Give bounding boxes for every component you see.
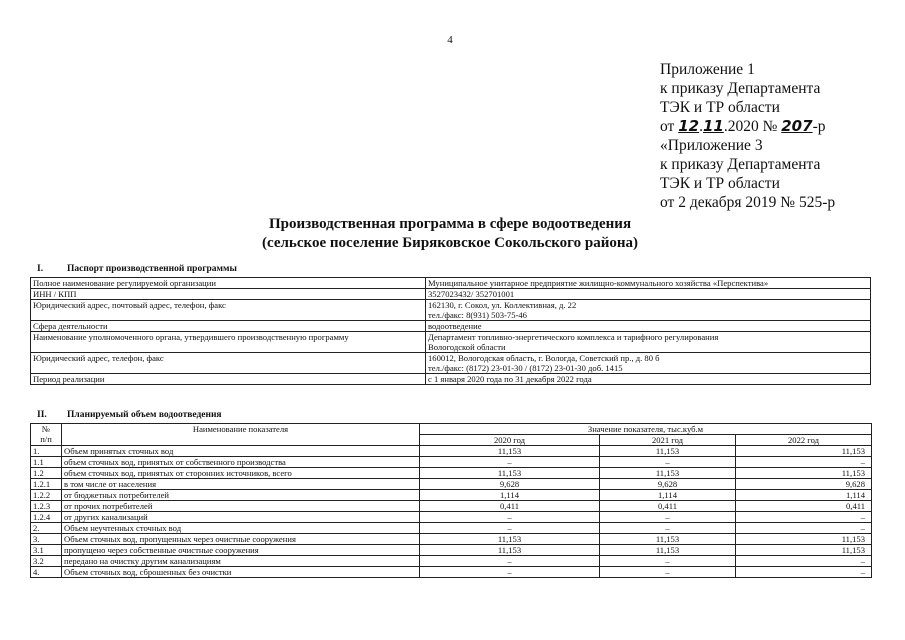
row-value: 1,114 [420, 490, 600, 501]
row-value: – [736, 457, 872, 468]
passport-row [31, 278, 871, 289]
appendix-block [660, 60, 900, 212]
row-value: 11,153 [420, 534, 600, 545]
row-value: – [736, 556, 872, 567]
row-value: 11,153 [736, 534, 872, 545]
row-value: 11,153 [600, 446, 736, 457]
appendix-line: ТЭК и ТР области [660, 99, 780, 116]
row-indicator-name: от других канализаций [62, 512, 420, 523]
handwritten-month: 11 [702, 117, 724, 135]
row-value: 11,153 [600, 545, 736, 556]
row-number: 1.2.1 [31, 479, 62, 490]
row-value: 11,153 [600, 468, 736, 479]
row-number: 4. [31, 567, 62, 578]
row-value: – [600, 567, 736, 578]
passport-row [31, 374, 871, 385]
date-prefix: от [660, 118, 675, 135]
row-value: – [736, 512, 872, 523]
row-indicator-name: Объем принятых сточных вод [62, 446, 420, 457]
order-suffix: -р [812, 118, 826, 135]
row-value: 11,153 [600, 534, 736, 545]
table-row [31, 545, 872, 556]
appendix-date-line: от 12.11.2020 № 207-р [660, 117, 826, 135]
passport-key: Период реализации [31, 374, 426, 385]
row-indicator-name: в том числе от населения [62, 479, 420, 490]
row-number: 1.2.4 [31, 512, 62, 523]
appendix-line: к приказу Департамента [660, 80, 821, 97]
passport-key: ИНН / КПП [31, 289, 426, 300]
row-value: – [600, 512, 736, 523]
date-year: .2020 № [723, 118, 778, 135]
appendix-line: от 2 декабря 2019 № 525-р [660, 194, 836, 211]
row-number: 2. [31, 523, 62, 534]
row-value: – [420, 457, 600, 468]
row-value: – [736, 523, 872, 534]
row-value: – [600, 457, 736, 468]
handwritten-order-number: 207 [781, 117, 813, 135]
section-1-heading: I. Паспорт производственной программы [37, 264, 237, 274]
row-number: 1.2.2 [31, 490, 62, 501]
header-year: 2020 год [420, 435, 600, 446]
header-value: Значение показателя, тыс.куб.м [420, 424, 872, 435]
table-row [31, 479, 872, 490]
row-value: – [420, 523, 600, 534]
table-row [31, 523, 872, 534]
row-value: – [420, 556, 600, 567]
passport-value: Муниципальное унитарное предприятие жилищно-коммунального хозяйства «Перспектива» [426, 278, 871, 289]
row-indicator-name: Объем неучтенных сточных вод [62, 523, 420, 534]
row-value: 11,153 [420, 545, 600, 556]
passport-value: 162130, г. Сокол, ул. Коллективная, д. 22 тел./факс: 8(931) 503-75-46 [426, 300, 871, 321]
passport-value: с 1 января 2020 года по 31 декабря 2022 года [426, 374, 871, 385]
row-indicator-name: от бюджетных потребителей [62, 490, 420, 501]
row-indicator-name: объем сточных вод, принятых от собственного производства [62, 457, 420, 468]
passport-row [31, 300, 871, 321]
appendix-line: Приложение 1 [660, 61, 755, 78]
row-indicator-name: передано на очистку другим канализациям [62, 556, 420, 567]
row-value: 11,153 [736, 545, 872, 556]
header-indicator-name: Наименование показателя [62, 424, 420, 446]
handwritten-day: 12 [678, 117, 700, 135]
row-value: – [600, 523, 736, 534]
passport-key: Юридический адрес, почтовый адрес, телефон, факс [31, 300, 426, 321]
passport-key: Сфера деятельности [31, 321, 426, 332]
passport-row [31, 353, 871, 374]
row-value: 11,153 [736, 446, 872, 457]
row-indicator-name: пропущено через собственные очистные сооружения [62, 545, 420, 556]
document-subtitle: (сельское поселение Биряковское Сокольского района) [262, 235, 638, 251]
table-row [31, 556, 872, 567]
row-number: 3.2 [31, 556, 62, 567]
passport-table [30, 277, 871, 385]
table-row [31, 446, 872, 457]
row-indicator-name: Объем сточных вод, сброшенных без очистки [62, 567, 420, 578]
row-indicator-name: от прочих потребителей [62, 501, 420, 512]
table-row [31, 501, 872, 512]
row-number: 1.2.3 [31, 501, 62, 512]
row-value: 0,411 [420, 501, 600, 512]
passport-row [31, 289, 871, 300]
row-value: 11,153 [420, 446, 600, 457]
document-title: Производственная программа в сфере водоотведения [268, 216, 632, 232]
passport-key: Полное наименование регулируемой организации [31, 278, 426, 289]
appendix-line: к приказу Департамента [660, 156, 821, 173]
row-value: 9,628 [600, 479, 736, 490]
row-value: 11,153 [736, 468, 872, 479]
row-number: 1. [31, 446, 62, 457]
table-row [31, 567, 872, 578]
section-2-heading: II. Планируемый объем водоотведения [37, 410, 222, 420]
row-value: – [736, 567, 872, 578]
table-row [31, 468, 872, 479]
row-indicator-name: объем сточных вод, принятых от сторонних источников, всего [62, 468, 420, 479]
passport-row [31, 321, 871, 332]
row-value: 1,114 [736, 490, 872, 501]
row-value: – [420, 567, 600, 578]
page-number: 4 [447, 34, 453, 46]
passport-value: 160012, Вологодская область, г. Вологда, Советский пр., д. 80 б тел./факс: (8172) 23-01-30 / (8172) 23-01-30 доб. 1415 [426, 353, 871, 374]
row-value: – [420, 512, 600, 523]
volume-table [30, 423, 872, 578]
appendix-line: «Приложение 3 [660, 137, 763, 154]
table-row [31, 490, 872, 501]
row-number: 1.2 [31, 468, 62, 479]
passport-key: Наименование уполномоченного органа, утвердившего производственную программу [31, 332, 426, 353]
passport-value: 3527023432/ 352701001 [426, 289, 871, 300]
table-row [31, 457, 872, 468]
row-value: 9,628 [420, 479, 600, 490]
row-number: 1.1 [31, 457, 62, 468]
row-value: 0,411 [736, 501, 872, 512]
row-value: – [600, 556, 736, 567]
passport-key: Юридический адрес, телефон, факс [31, 353, 426, 374]
passport-value: водоотведение [426, 321, 871, 332]
table-row [31, 512, 872, 523]
row-value: 1,114 [600, 490, 736, 501]
row-value: 11,153 [420, 468, 600, 479]
header-year: 2021 год [600, 435, 736, 446]
passport-row [31, 332, 871, 353]
passport-value: Департамент топливно-энергетического комплекса и тарифного регулирования Вологодской области [426, 332, 871, 353]
row-number: 3. [31, 534, 62, 545]
row-value: 9,628 [736, 479, 872, 490]
header-year: 2022 год [736, 435, 872, 446]
row-number: 3.1 [31, 545, 62, 556]
row-indicator-name: Объем сточных вод, пропущенных через очистные сооружения [62, 534, 420, 545]
row-value: 0,411 [600, 501, 736, 512]
table-row [31, 534, 872, 545]
header-num: № п/п [31, 424, 62, 446]
appendix-line: ТЭК и ТР области [660, 175, 780, 192]
